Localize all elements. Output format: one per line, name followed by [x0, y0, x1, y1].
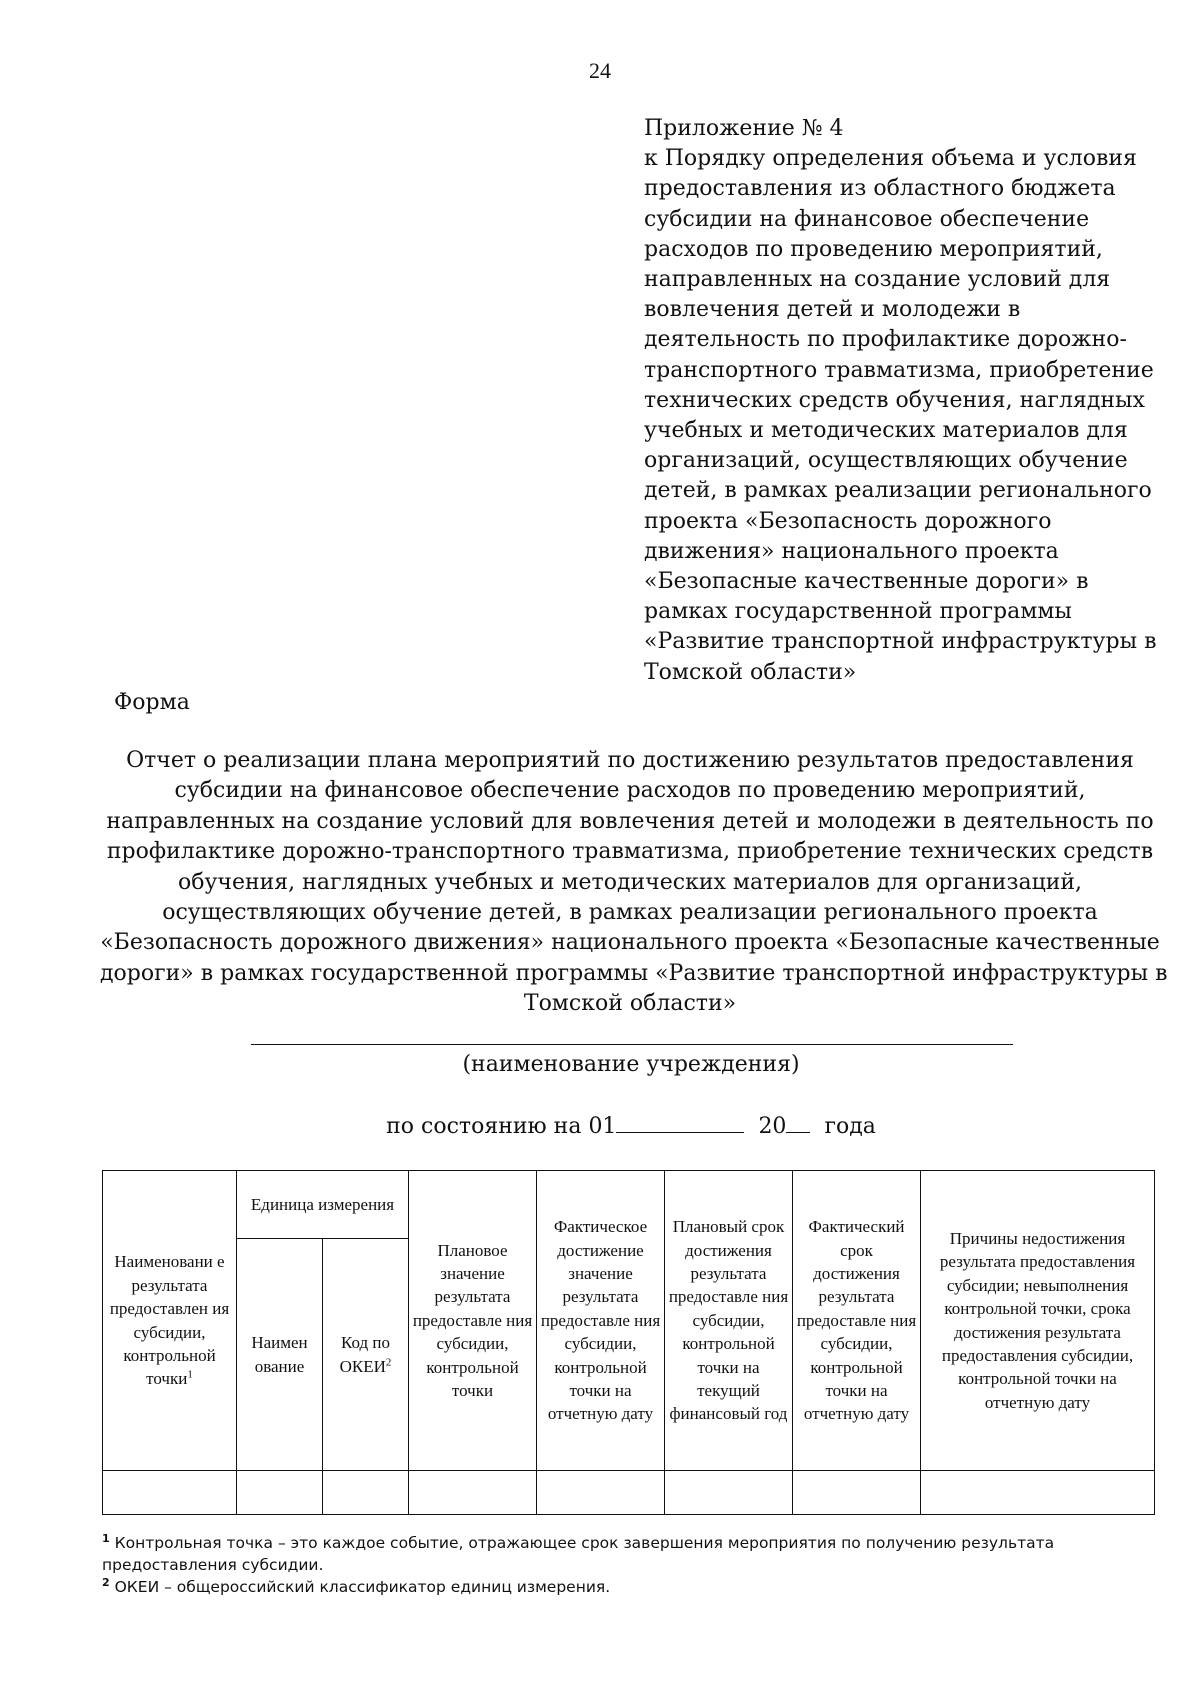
report-table: [102, 1170, 1155, 1515]
appendix-line: рамках государственной программы: [644, 599, 1072, 625]
form-label: Форма: [114, 690, 190, 715]
header-actual-value: Фактическое достижение значение результата предоставле ния субсидии, контрольной точки на отчетную дату: [537, 1171, 665, 1471]
appendix-line: Приложение № 4: [644, 116, 844, 141]
table-row: [103, 1471, 1155, 1515]
table-cell[interactable]: [237, 1471, 323, 1515]
appendix-line: субсидии на финансовое обеспечение: [644, 206, 1090, 232]
report-title-line: направленных на создание условий для вовлечения детей и молодежи в деятельность по: [106, 808, 1154, 834]
as-of-prefix: по состоянию на 01: [386, 1114, 617, 1139]
appendix-line: предоставления из областного бюджета: [644, 176, 1116, 202]
appendix-line: деятельность по профилактике дорожно-: [644, 327, 1127, 353]
page-number: 24: [589, 58, 611, 83]
appendix-line: движения» национального проекта: [644, 538, 1059, 564]
appendix-line: «Развитие транспортной инфраструктуры в: [644, 629, 1157, 655]
table-cell[interactable]: [323, 1471, 409, 1515]
as-of-date-line: [0, 1112, 1200, 1139]
institution-blank-line[interactable]: [251, 1044, 1013, 1045]
header-unit-code: Код по ОКЕИ$^2$: [323, 1239, 409, 1471]
report-title-line: Отчет о реализации плана мероприятий по достижению результатов предоставления: [126, 748, 1134, 773]
appendix-header: [644, 114, 1164, 688]
table-cell[interactable]: [665, 1471, 793, 1515]
table-cell[interactable]: [921, 1471, 1155, 1515]
header-actual-term: Фактический срок достижения результата предоставле ния субсидии, контрольной точки на отчетную дату: [793, 1171, 921, 1471]
appendix-line: организаций, осуществляющих обучение: [644, 448, 1128, 474]
footnote-2: $^2$ ОКЕИ – общероссийский классификатор единиц измерения.: [102, 1575, 611, 1596]
footnotes: [102, 1532, 1162, 1598]
appendix-line: детей, в рамках реализации регионального: [644, 478, 1152, 504]
appendix-line: транспортного травматизма, приобретение: [644, 357, 1154, 383]
appendix-line: вовлечения детей и молодежи в: [644, 297, 1021, 323]
header-unit-name: Наимен ование: [237, 1239, 323, 1471]
appendix-line: к Порядку определения объема и условия: [644, 146, 1137, 172]
table-cell[interactable]: [537, 1471, 665, 1515]
year-blank[interactable]: [786, 1112, 810, 1133]
appendix-line: технических средств обучения, наглядных: [644, 387, 1145, 413]
table-cell[interactable]: [793, 1471, 921, 1515]
appendix-line: учебных и методических материалов для: [644, 418, 1128, 444]
report-title-line: Томской области»: [523, 991, 737, 1017]
report-title: [100, 746, 1168, 1020]
report-title-line: дороги» в рамках государственной программы «Развитие транспортной инфраструктуры в: [100, 960, 1168, 986]
header-reasons: Причины недостижения результата предоставления субсидии; невыполнения контрольной точки, срока достижения результата предоставления субсидии, контрольной точки на отчетную дату: [921, 1171, 1155, 1471]
appendix-line: расходов по проведению мероприятий,: [644, 236, 1103, 262]
report-title-line: профилактике дорожно-транспортного травматизма, приобретение технических средств: [106, 839, 1154, 865]
as-of-year-prefix: 20: [758, 1114, 787, 1139]
appendix-line: проекта «Безопасность дорожного: [644, 508, 1052, 534]
report-title-line: обучения, наглядных учебных и методических материалов для организаций,: [177, 869, 1083, 895]
header-unit-group: Единица измерения: [237, 1171, 409, 1239]
report-title-line: «Безопасность дорожного движения» национального проекта «Безопасные качественные: [100, 930, 1160, 956]
report-title-line: осуществляющих обучение детей, в рамках реализации регионального проекта: [162, 900, 1098, 926]
header-planned-value: Плановое значение результата предоставле ния субсидии, контрольной точки: [409, 1171, 537, 1471]
appendix-line: направленных на создание условий для: [644, 267, 1111, 293]
report-title-line: субсидии на финансовое обеспечение расходов по проведению мероприятий,: [174, 778, 1086, 804]
appendix-line: Томской области»: [644, 659, 857, 685]
header-planned-term: Плановый срок достижения результата предоставле ния субсидии, контрольной точки на текущий финансовый год: [665, 1171, 793, 1471]
institution-label: (наименование учреждения): [462, 1052, 800, 1077]
header-result-name: Наименовани е результата предоставлен ия субсидии, контрольной точки$^1$: [103, 1171, 237, 1471]
as-of-suffix: года: [824, 1114, 876, 1139]
month-blank[interactable]: [616, 1112, 744, 1133]
footnote-1: $^1$ Контрольная точка – это каждое событие, отражающее срок завершения мероприятия по получению результата предоставления субсидии.: [102, 1531, 1055, 1574]
appendix-line: «Безопасные качественные дороги» в: [644, 569, 1089, 595]
table-cell[interactable]: [409, 1471, 537, 1515]
table-cell[interactable]: [103, 1471, 237, 1515]
